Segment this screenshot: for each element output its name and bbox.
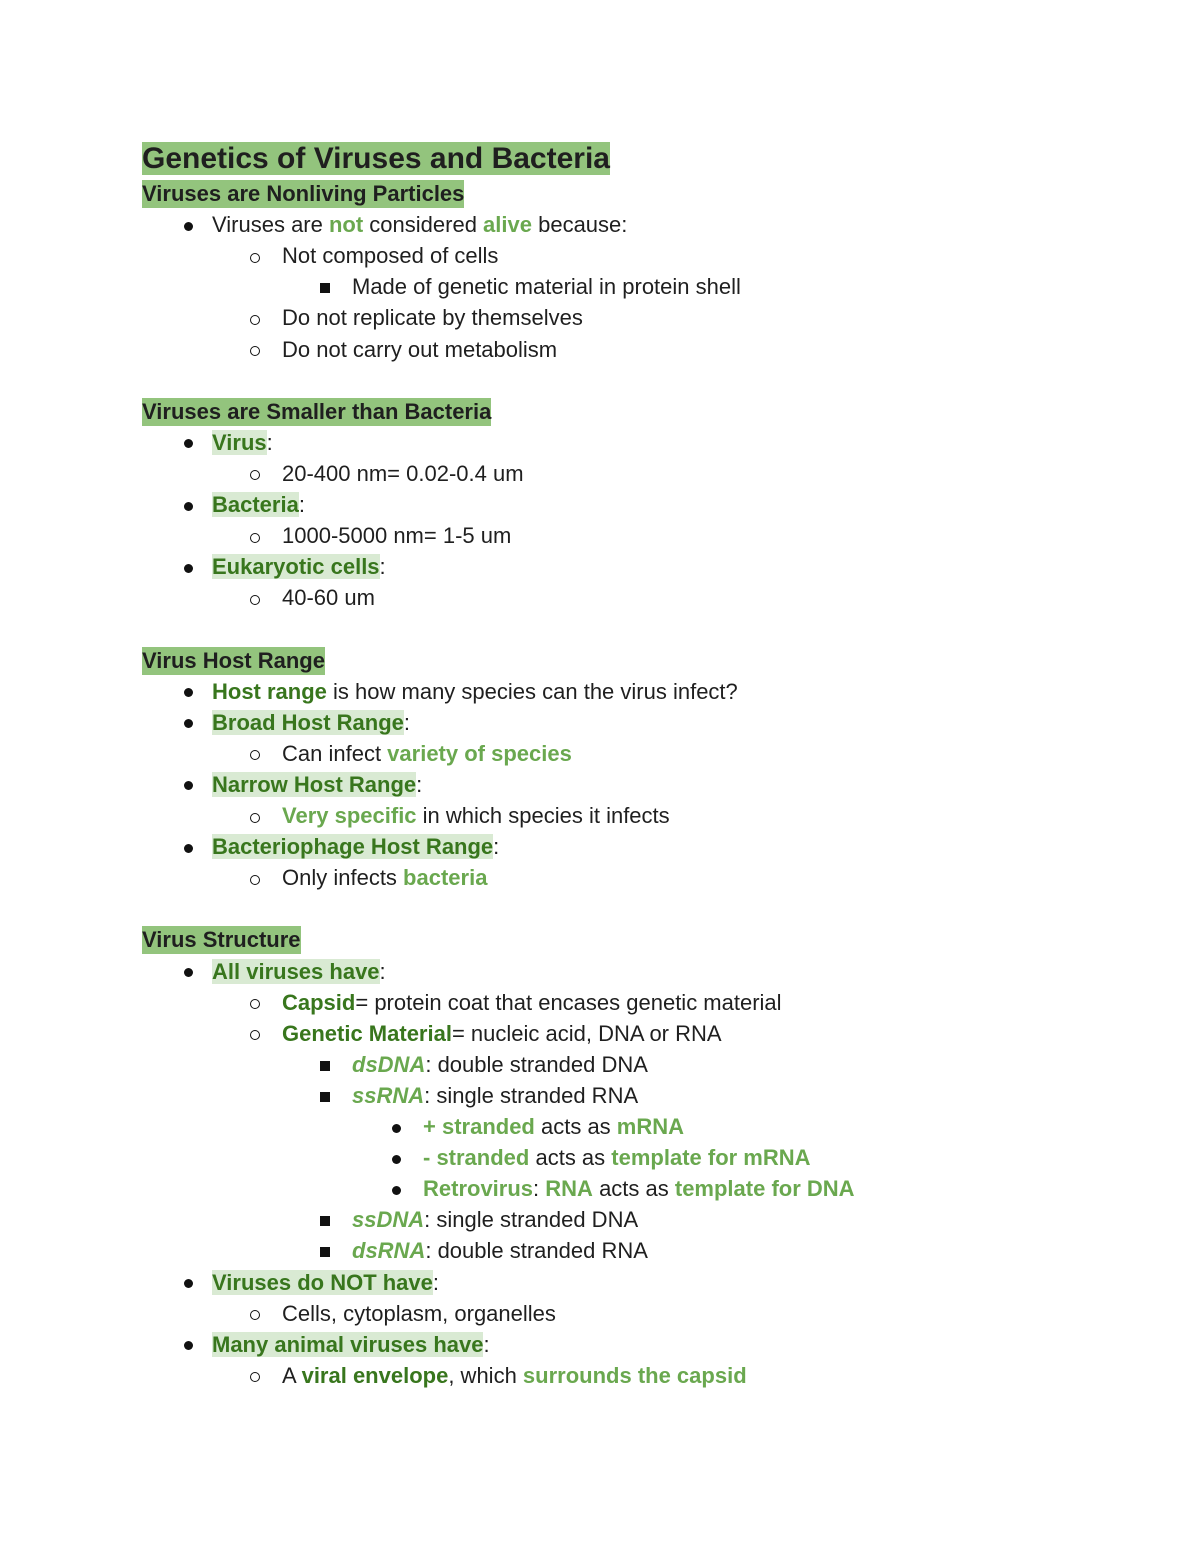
highlighted-term: Many animal viruses have	[212, 1331, 484, 1357]
list-item-text	[282, 1362, 747, 1390]
circle-bullet-icon	[250, 750, 260, 760]
text-run: considered	[363, 212, 484, 238]
disc-bullet-icon	[184, 564, 193, 573]
section-heading-text	[142, 398, 491, 426]
disc-bullet-icon	[392, 1155, 401, 1164]
list-item-text	[282, 522, 511, 550]
emphasized-term: alive	[483, 212, 532, 238]
disc-bullet-icon	[184, 781, 193, 790]
circle-bullet-icon	[250, 875, 260, 885]
list-item-text	[212, 429, 273, 457]
text-run: :	[298, 492, 305, 517]
text-run: Viruses are Smaller than Bacteria	[142, 398, 492, 424]
disc-bullet-icon	[392, 1186, 401, 1195]
text-run: acts as	[534, 1114, 617, 1139]
text-run: :	[379, 554, 386, 580]
list-item-text	[282, 1300, 556, 1328]
emphasized-term: template for DNA	[674, 1176, 855, 1202]
highlighted-term: Narrow Host Range	[212, 771, 417, 797]
highlighted-term: Virus	[212, 429, 267, 455]
list-item-text	[212, 1269, 439, 1297]
disc-bullet-icon	[184, 719, 193, 728]
list-item-text	[352, 1051, 648, 1079]
square-bullet-icon	[320, 1061, 330, 1071]
text-run: : single stranded DNA	[424, 1207, 639, 1233]
disc-bullet-icon	[184, 1341, 193, 1350]
circle-bullet-icon	[250, 346, 260, 356]
text-run: :	[379, 958, 386, 984]
circle-bullet-icon	[250, 1310, 260, 1320]
list-item-text	[352, 1206, 638, 1234]
disc-bullet-icon	[184, 844, 193, 853]
text-run: Do not carry out metabolism	[282, 336, 558, 362]
text-run: A	[282, 1362, 302, 1388]
text-run: : double stranded DNA	[425, 1051, 648, 1077]
list-item-text	[282, 740, 572, 768]
disc-bullet-icon	[184, 968, 193, 977]
emphasized-term: mRNA	[616, 1114, 685, 1139]
list-item-text	[423, 1113, 684, 1141]
highlighted-term: Eukaryotic cells	[212, 554, 380, 580]
emphasized-term: variety of species	[387, 740, 572, 766]
text-run: : double stranded RNA	[425, 1238, 648, 1264]
list-item-text	[212, 771, 422, 799]
page-title	[142, 141, 610, 177]
emphasized-term: Very specific	[282, 803, 417, 828]
section-heading-text	[142, 180, 464, 208]
list-item-text	[352, 1082, 638, 1110]
list-item-text	[282, 1020, 722, 1048]
emphasized-term: Host range	[212, 678, 327, 704]
emphasized-term: RNA	[545, 1176, 593, 1202]
emphasized-term: not	[328, 212, 364, 238]
circle-bullet-icon	[250, 595, 260, 605]
text-run: Do not replicate by themselves	[282, 305, 583, 331]
list-item-text	[282, 304, 583, 332]
circle-bullet-icon	[250, 470, 260, 480]
text-run: : single stranded RNA	[424, 1082, 639, 1108]
list-item-text	[282, 460, 524, 488]
list-item-text	[212, 211, 627, 239]
emphasized-term: dsDNA	[352, 1051, 426, 1077]
text-run: acts as	[529, 1145, 612, 1171]
section-heading-text	[142, 926, 301, 954]
list-item-text	[212, 1331, 490, 1359]
list-item-text	[212, 491, 305, 519]
page-title-text: Genetics of Viruses and Bacteria	[142, 142, 610, 175]
circle-bullet-icon	[250, 253, 260, 263]
square-bullet-icon	[320, 1092, 330, 1102]
text-run: because:	[531, 212, 628, 238]
text-run: :	[483, 1331, 490, 1357]
text-run: is how many species can the virus infect?	[326, 678, 738, 704]
text-run: 1000-5000 nm= 1-5 um	[282, 523, 512, 549]
disc-bullet-icon	[392, 1124, 401, 1133]
text-run: :	[416, 771, 423, 797]
square-bullet-icon	[320, 1247, 330, 1257]
list-item-text	[352, 273, 741, 301]
highlighted-term: Bacteriophage Host Range	[212, 834, 494, 860]
text-run: acts as	[592, 1176, 675, 1202]
text-run: :	[533, 1176, 546, 1202]
text-run: Only infects	[282, 865, 404, 891]
circle-bullet-icon	[250, 813, 260, 823]
text-run: Viruses are	[212, 212, 329, 238]
list-item-text	[212, 678, 738, 706]
list-item-text	[212, 958, 386, 986]
list-item-text	[423, 1144, 811, 1172]
disc-bullet-icon	[184, 688, 193, 697]
emphasized-term: surrounds the capsid	[522, 1362, 747, 1388]
text-run: :	[403, 709, 411, 735]
list-item-text	[423, 1175, 855, 1203]
list-item-text	[352, 1237, 648, 1265]
text-run: in which species it infects	[416, 803, 670, 828]
list-item-text	[282, 864, 487, 892]
text-run: Not composed of cells	[282, 243, 499, 269]
emphasized-term: Capsid	[282, 989, 356, 1015]
text-run: Virus Host Range	[142, 647, 325, 673]
text-run: Cells, cytoplasm, organelles	[282, 1300, 556, 1326]
emphasized-term: ssDNA	[352, 1207, 425, 1233]
emphasized-term: dsRNA	[352, 1238, 426, 1264]
circle-bullet-icon	[250, 315, 260, 325]
list-item-text	[282, 584, 375, 612]
emphasized-term: viral envelope	[301, 1362, 449, 1388]
list-item-text	[212, 553, 386, 581]
highlighted-term: Bacteria	[212, 492, 299, 517]
emphasized-term: ssRNA	[352, 1082, 425, 1108]
disc-bullet-icon	[184, 502, 193, 511]
emphasized-term: + stranded	[423, 1114, 535, 1139]
text-run: = protein coat that encases genetic material	[355, 989, 782, 1015]
emphasized-term: - stranded	[423, 1145, 530, 1171]
text-run: :	[493, 834, 500, 860]
emphasized-term: Genetic Material	[282, 1020, 452, 1046]
disc-bullet-icon	[184, 222, 193, 231]
disc-bullet-icon	[184, 439, 193, 448]
emphasized-term: template for mRNA	[611, 1145, 811, 1171]
emphasized-term: Retrovirus	[423, 1176, 534, 1202]
list-item-text	[282, 802, 670, 830]
emphasized-term: bacteria	[403, 865, 488, 891]
text-run: , which	[448, 1362, 523, 1388]
text-run: 20-400 nm= 0.02-0.4 um	[282, 460, 524, 486]
list-item-text	[282, 242, 498, 270]
list-item-text	[212, 833, 499, 861]
square-bullet-icon	[320, 1216, 330, 1226]
circle-bullet-icon	[250, 533, 260, 543]
list-item-text	[212, 709, 410, 737]
section-heading-text	[142, 647, 325, 675]
highlighted-term: Broad Host Range	[212, 709, 404, 735]
highlighted-term: All viruses have	[212, 958, 380, 984]
highlighted-term: Viruses do NOT have	[212, 1269, 433, 1295]
text-run: 40-60 um	[282, 585, 375, 611]
disc-bullet-icon	[184, 1279, 193, 1288]
circle-bullet-icon	[250, 1030, 260, 1040]
list-item-text	[282, 336, 557, 364]
circle-bullet-icon	[250, 1372, 260, 1382]
text-run: :	[266, 429, 273, 455]
text-run: Virus Structure	[142, 927, 301, 953]
list-item-text	[282, 989, 782, 1017]
text-run: Viruses are Nonliving Particles	[142, 181, 465, 206]
text-run: = nucleic acid, DNA or RNA	[451, 1020, 722, 1046]
text-run: :	[432, 1269, 440, 1295]
circle-bullet-icon	[250, 999, 260, 1009]
text-run: Made of genetic material in protein shell	[352, 274, 741, 300]
text-run: Can infect	[282, 740, 388, 766]
square-bullet-icon	[320, 283, 330, 293]
